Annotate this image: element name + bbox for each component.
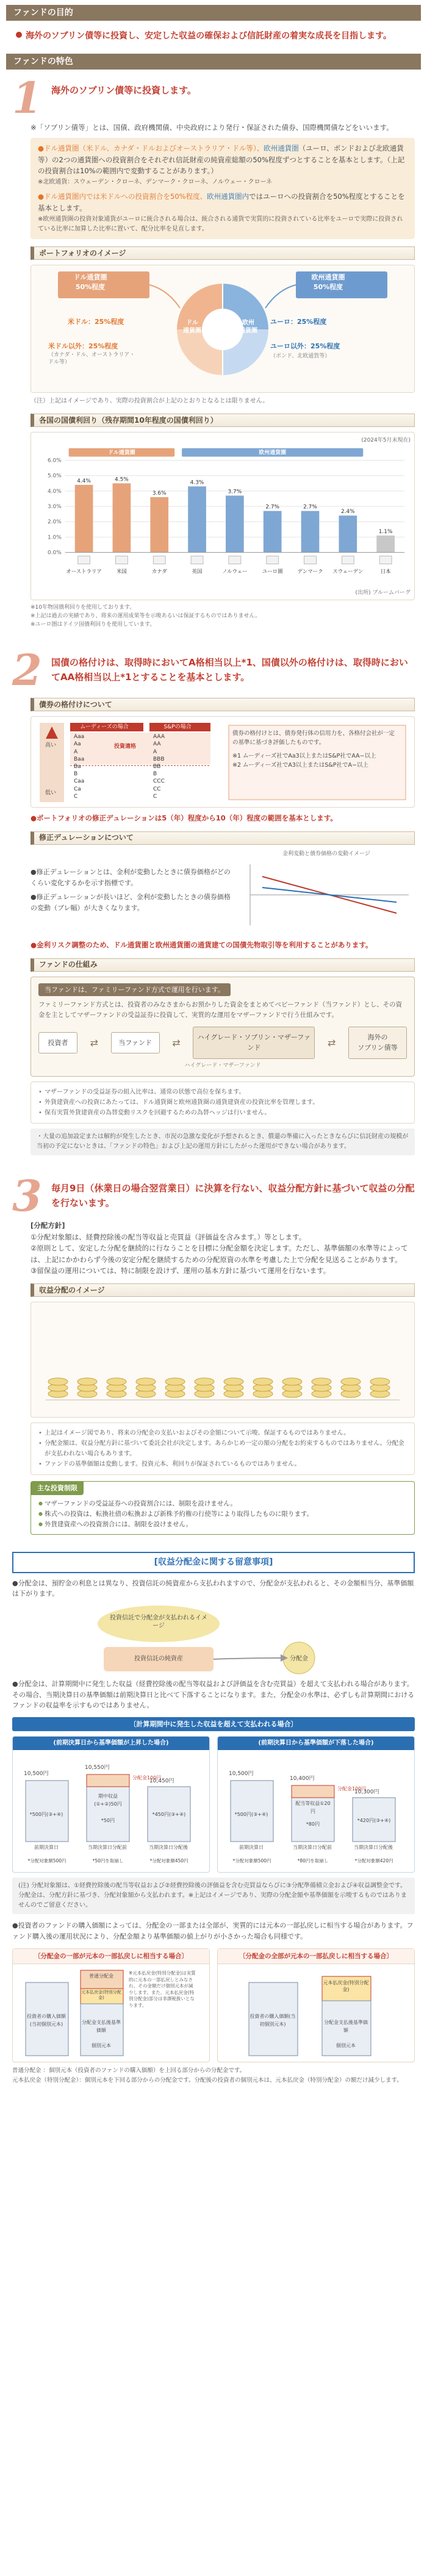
flag-icon xyxy=(267,556,279,564)
grade-sp: C xyxy=(153,793,157,800)
investment-limits-tag: 主な投資制限 xyxy=(31,1482,84,1495)
coin-icon xyxy=(370,1378,390,1385)
category-label: デンマーク xyxy=(297,567,323,574)
case2-p420: *420円(③+④) xyxy=(357,1818,391,1824)
portfolio-caption: （注）上記はイメージであり、実際の投資割合が上記のとおりとなるとは限りません。 xyxy=(30,398,269,405)
dollar-head-label: ドル通貨圏 50%程度 xyxy=(73,273,107,291)
inv1-a: 普通分配金 xyxy=(89,1973,113,1979)
duration-range: ●ポートフォリオの修正デュレーションは5（年）程度から10（年）程度の範囲を基本とします。 xyxy=(30,814,337,823)
distribution-title: 収益分配のイメージ xyxy=(30,1283,415,1297)
flag-icon xyxy=(153,556,165,564)
inv1-note: ※元本払戻金(特別分配金)は実質的に元本の一部払戻しとみなされ、その金額だけ個別元本が減少します。また、元本払戻金(特別分配金)部分は非課税扱いとなります。 xyxy=(129,1970,196,2008)
feature-title: 毎月9日（休業日の場合翌営業日）に決算を行ない、収益分配方針に基づいて収益の分配を行ないます。 xyxy=(51,1183,415,1209)
grade-sp: B xyxy=(153,771,157,778)
case1-dist: 分配金100円 xyxy=(132,1775,162,1781)
invest-full-body xyxy=(218,1964,414,2062)
euro-head-label: 欧州通貨圏 50%程度 xyxy=(311,273,345,291)
category-label: ユーロ圏 xyxy=(262,567,283,574)
case1-s3: *分配対象額450円 xyxy=(149,1858,188,1864)
case1-top-a: 10,500円 xyxy=(24,1771,49,1778)
case2-lbl1: 前期決算日 xyxy=(239,1845,264,1851)
feature-2 xyxy=(0,642,427,1161)
cloud-text-1: 投資信託で分配金が支払われるイメージ xyxy=(110,1614,207,1630)
feature-1 xyxy=(0,70,427,636)
case1-p500: *500円(③+④) xyxy=(29,1812,63,1818)
invest-partial-body xyxy=(13,1964,209,2062)
flow-investor: 投資者 xyxy=(38,1032,77,1054)
caution-title: [収益分配金に関する留意事項] xyxy=(12,1552,415,1573)
distribution-bullets xyxy=(30,1423,415,1475)
bar xyxy=(339,515,357,552)
inv1-e: 個別元本 xyxy=(92,2043,111,2049)
case-fall-head: (前期決算日から基準価額が下落した場合) xyxy=(218,1737,414,1750)
bar-value-label: 4.3% xyxy=(190,479,204,486)
distribution-bullet: • 上記はイメージ図であり、将来の分配金の支払いおよびその金額について示唆、保証するものではありません。 xyxy=(38,1428,407,1438)
caution-p3: ●投資者のファンドの購入価額によっては、分配金の一部または全部が、実質的には元本の一部払戻しに相当する場合があります。ファンド購入後の運用状況により、分配金額より基準価額の値上がりが小さかった場合も同様です。 xyxy=(12,1921,414,1940)
flag-icon xyxy=(229,556,241,564)
case2-s3: *分配対象額420円 xyxy=(354,1858,393,1864)
coin-svg xyxy=(31,1302,414,1418)
inv2-c: 投資者の購入価額(当初個別元本) xyxy=(249,2014,296,2028)
rating-note-text xyxy=(232,729,398,770)
fund-bullet: • マザーファンドの受益証券の組入比率は、通常の状態で高位を保ちます。 xyxy=(38,1087,407,1097)
bar xyxy=(226,495,244,552)
distribution-bullet: • 分配金額は、収益分配方針に基づいて委託会社が決定します。あらかじめ一定の額の分配をお約束するものではありません。分配金が支払われない場合もあります。 xyxy=(38,1438,407,1459)
yield-chart xyxy=(30,432,415,600)
feature-number: 2 xyxy=(12,645,42,696)
case2-p500: *500円(③+④) xyxy=(234,1812,268,1818)
flag-icon xyxy=(379,556,392,564)
chart-date: (2024年5月末現在) xyxy=(361,437,411,444)
feature-number: 3 xyxy=(12,1171,42,1222)
case1-b-b: 10,450円 xyxy=(149,1778,174,1785)
case1-lbl2: 当期決算日分配前 xyxy=(88,1845,127,1851)
rating-head: ムーディーズの場合 xyxy=(80,724,129,731)
flow-arrow-icon: ⇄ xyxy=(327,1036,336,1049)
bar-before-dist xyxy=(87,1774,129,1787)
case-row xyxy=(12,1736,415,1873)
flag-icon xyxy=(342,556,354,564)
allocation-note xyxy=(30,138,415,239)
fund-footnote: ・大量の追加設定または解約が発生したとき、市況の急激な変化が予想されるとき、償還の準備に入ったときならびに信託財産の規模が当初の予定にないときは、「ファンドの特色」および上記の運用方針にしたがった運用ができない場合があります。 xyxy=(30,1128,415,1155)
bar-value-label: 3.6% xyxy=(152,490,167,497)
bar-value-label: 4.5% xyxy=(115,476,129,483)
invest-full-svg xyxy=(218,1964,414,2062)
note-nordic: ※北欧通貨：スウェーデン・クローネ、デンマーク・クローネ、ノルウェー・クローネ xyxy=(38,179,273,186)
features-header: ファンドの特色 xyxy=(6,54,421,70)
y-tick-label: 4.0% xyxy=(47,488,62,495)
grade-moody: Aaa xyxy=(74,734,85,741)
bar-value-label: 2.7% xyxy=(303,504,317,511)
policy-item: ②原則として、安定した分配を継続的に行なうことを目標に分配金額を決定します。ただし、基準価額の水準等によっては、上記にかかわらず今後の安定分配を継続するための分配原資の水準を考慮した上で分配を見送ることがあります。 xyxy=(30,1244,408,1264)
invest-full xyxy=(217,1948,415,2063)
distribution-image xyxy=(30,1302,415,1418)
policy-label: [分配方針] xyxy=(30,1221,65,1230)
cloud-text-2: 投資信託の純資産 xyxy=(134,1655,183,1662)
feature-number: 1 xyxy=(12,72,42,123)
grade-sp: BB xyxy=(153,763,161,770)
limit-item: ● 株式への投資は、転換社債の転換および新株予約権の行使等により取得したものに限ります。 xyxy=(38,1509,407,1519)
chart-note-3: ※ユーロ圏はドイツ国債利回りを使用しています。 xyxy=(30,622,156,628)
grade-moody: Aa xyxy=(74,741,81,748)
distribution-bullet: • ファンドの基準価額は変動します。投資元本、利回りが保証されているものではありません。 xyxy=(38,1459,407,1469)
duration-chart-label: 金利変動と債券価格の変動イメージ xyxy=(282,850,370,857)
flow-arrow-icon: ⇄ xyxy=(90,1036,99,1049)
non-eur-label: ユーロ以外：25%程度 xyxy=(270,342,340,351)
group-label: 欧州通貨圏 xyxy=(259,450,287,456)
feature-title: 海外のソブリン債等に投資します。 xyxy=(51,84,196,96)
grade-sp: BBB xyxy=(153,756,165,762)
y-tick-label: 3.0% xyxy=(47,503,62,510)
category-label: 米国 xyxy=(116,567,127,574)
y-tick-label: 1.0% xyxy=(47,534,62,540)
category-label: オーストラリア xyxy=(66,567,102,574)
case-fall-chart xyxy=(218,1750,414,1872)
inv1-d: 分配金支払後基準価額 xyxy=(82,2020,121,2034)
fund-structure-box xyxy=(30,977,415,1077)
grades-sp xyxy=(153,733,202,800)
fund-description: ファミリーファンド方式とは、投資者のみなさまからお預かりした資金をまとめてベビーファンド（当ファンド）とし、その資金を主としてマザーファンドの受益証券に投資して、実質的な運用をマザーファンドで行う仕組みです。 xyxy=(38,1001,403,1019)
caution-body xyxy=(0,1578,427,2063)
y-tick-label: 0.0% xyxy=(47,550,62,556)
case1-c1: 期中収益(①+②)50円 xyxy=(94,1793,122,1807)
center-left-label: ドル 通貨圏 xyxy=(183,320,201,335)
cloud-illustration xyxy=(12,1599,415,1679)
center-right-label: 欧州 通貨圏 xyxy=(239,320,257,335)
bar xyxy=(376,535,395,552)
case1-top-b: 10,550円 xyxy=(85,1765,110,1771)
note-dollar: ●ドル通貨圏（米ドル、カナダ・ドルおよびオーストラリア・ドル等）、 xyxy=(38,144,264,153)
y-tick-label: 2.0% xyxy=(47,518,62,525)
note-body: （ユーロ、ポンドおよび北欧通貨等）の2つの通貨圏への投資割合をそれぞれ信託財産の純資産総額の50%程度ずつとすることを基本とします。（上記の投資割合は10%の範囲内で変動することがあります。） xyxy=(38,144,405,175)
grade-sp: A xyxy=(153,748,157,755)
inv2-d: 分配金支払後基準価額 xyxy=(324,2020,368,2034)
flow-mother: ハイグレード・ソブリン・マザーファンド xyxy=(193,1027,315,1059)
grade-moody: B xyxy=(74,771,78,778)
category-label: カナダ xyxy=(151,567,167,574)
case-fall xyxy=(217,1736,415,1873)
case-note: (注) 分配対象額は、①経費控除後の配当等収益および②経費控除後の評価益を含む売買益ならびに③分配準備積立金および④収益調整金です。分配金は、分配方針に基づき、分配対象額から支払われます。※上記はイメージであり、実際の分配金額や基準価額を示唆するものではありませんのでご留意ください。 xyxy=(12,1878,415,1914)
invest-row xyxy=(12,1948,415,2063)
rating-title: 債券の格付けについて xyxy=(30,698,415,711)
flag-icon xyxy=(115,556,127,564)
grade-sp: CCC xyxy=(153,778,165,785)
fund-bullet: • 保有実質外貨建資産の為替変動リスクを回避するための為替ヘッジは行いません。 xyxy=(38,1108,407,1118)
bar xyxy=(301,511,320,552)
grade-moody: A xyxy=(74,748,78,755)
rating-diagram xyxy=(30,716,415,808)
note-euro: 欧州通貨圏 xyxy=(264,144,299,153)
fund-bullets xyxy=(30,1082,415,1124)
futures-note: ●金利リスク調整のため、ドル通貨圏と欧州通貨圏の通貨建ての国債先物取引等を利用することがあります。 xyxy=(30,941,373,950)
sovereign-definition: ※「ソブリン債等」とは、国債、政府機関債、中央政府により発行・保証された債券、国際機関債などをいいます。 xyxy=(30,123,393,132)
flow-arrow-icon: ⇄ xyxy=(172,1036,181,1049)
flow-bottom-label: ハイグレード・マザーファンド xyxy=(184,1063,261,1069)
invest-partial xyxy=(12,1948,210,2063)
scale-low: 低い xyxy=(45,790,56,797)
purpose-body: 海外のソブリン債等に投資し、安定した収益の確保および信託財産の着実な成長を目指します。 xyxy=(26,31,392,41)
duration-p1: ●修正デュレーションとは、金利が変動したときに債券価格がどのくらい変化するかを示す指標です。 xyxy=(30,868,231,887)
group-label: ドル通貨圏 xyxy=(108,450,135,456)
case2-s2: *80円を取崩し xyxy=(297,1858,329,1864)
bar-value-label: 2.4% xyxy=(340,508,355,515)
policy-item: ③留保益の運用については、特に制限を設けず、運用の基本方針に基づいて運用を行ないます。 xyxy=(30,1266,331,1275)
inv2-e: 個別元本 xyxy=(336,2043,356,2049)
grade-moody: Caa xyxy=(74,778,85,785)
bar-value-label: 2.7% xyxy=(265,504,280,511)
flow-fund: 当ファンド xyxy=(111,1032,160,1054)
chart-note-2: ※上記は過去の実績であり、将来の運用成果等を示唆あるいは保証するものではありません。 xyxy=(30,613,261,620)
purpose-text xyxy=(0,21,427,54)
case2-lbl2: 当期決算日分配前 xyxy=(293,1845,332,1851)
case1-lbl3: 当期決算日分配後 xyxy=(149,1845,188,1851)
caution-p1: ●分配金は、預貯金の利息とは異なり、投資信託の純資産から支払われますので、分配金が支払われると、その金額相当分、基準価額は下がります。 xyxy=(12,1579,414,1598)
investment-grade-label: 投資適格 xyxy=(114,744,137,750)
bar-value-label: 1.1% xyxy=(378,528,393,535)
portfolio-image-title: ポートフォリオのイメージ xyxy=(30,246,415,260)
y-tick-label: 6.0% xyxy=(47,457,62,464)
bar xyxy=(75,484,93,552)
case1-p450: *450円(③+④) xyxy=(152,1812,186,1818)
duration-chart xyxy=(238,850,415,935)
limit-item: ● マザーファンドの受益証券への投資割合には、制限を設けません。 xyxy=(38,1499,407,1509)
grade-moody: Baa xyxy=(74,756,85,762)
footnote-1: 普通分配金 ：個別元本（投資者のファンドの購入価額）を上回る部分からの分配金です。 xyxy=(12,2067,246,2075)
duration-title: 修正デュレーションについて xyxy=(30,831,415,845)
fund-structure-title: ファンドの仕組み xyxy=(30,958,415,972)
coin-icon xyxy=(136,1378,156,1385)
arrow-line xyxy=(214,1658,281,1659)
rating-note-2: ※2 ムーディーズ社でA3以上またはS&P社でA−以上 xyxy=(232,761,368,769)
fund-bullet: • 外貨建資産への投資にあたっては、ドル通貨圏と欧州通貨圏の通貨建資産の投資比率を管理します。 xyxy=(38,1097,407,1108)
inv1-b: 元本払戻金(特別分配金) xyxy=(81,1990,121,2000)
coin-icon xyxy=(253,1378,273,1385)
rating-note-1: ※1 ムーディーズ社でAa3以上またはS&P社でAA−以上 xyxy=(232,752,376,759)
investment-limits xyxy=(30,1481,415,1535)
usd-label: 米ドル：25%程度 xyxy=(68,318,124,326)
connector-left xyxy=(149,285,180,308)
case2-lbl3: 当期決算日分配後 xyxy=(354,1845,393,1851)
eur-label: ユーロ：25%程度 xyxy=(270,318,327,326)
bar-before-dist xyxy=(292,1785,334,1798)
duration-box xyxy=(30,850,415,935)
fund-tag: 当ファンドは、ファミリーファンド方式で運用を行います。 xyxy=(38,983,231,997)
category-label: ノルウェー xyxy=(222,567,248,574)
coin-icon xyxy=(312,1378,331,1385)
case-rise-head: (前期決算日から基準価額が上昇した場合) xyxy=(13,1737,209,1750)
bar xyxy=(113,483,131,552)
note-body-2: ではユーロへの投資割合を50%程度とすることを基本とします。 xyxy=(38,192,405,212)
case-rise xyxy=(12,1736,210,1873)
flag-icon xyxy=(191,556,203,564)
note-usd: ●ドル通貨圏内では米ドルへの投資割合を50%程度、 xyxy=(38,192,207,201)
category-label: 英国 xyxy=(192,567,203,574)
bar xyxy=(150,497,168,553)
case2-p80: *80円 xyxy=(306,1821,320,1828)
chart-title: 各国の国債利回り（残存期間10年程度の国債利回り） xyxy=(30,414,415,427)
case2-top-a: 10,500円 xyxy=(229,1771,254,1778)
coin-icon xyxy=(341,1378,361,1385)
case-rise-chart xyxy=(13,1750,209,1872)
bar xyxy=(188,486,206,552)
invest-partial-head: 〔分配金の一部が元本の一部払戻しに相当する場合〕 xyxy=(13,1949,209,1965)
feature-3 xyxy=(0,1168,427,1541)
case2-top-b: 10,400円 xyxy=(290,1776,315,1782)
coin-icon xyxy=(48,1378,68,1385)
chart-notes xyxy=(30,604,415,630)
non-eur-sub: （ポンド、北欧通貨等） xyxy=(270,353,331,360)
category-label: 日本 xyxy=(380,567,391,574)
inv2-b: 元本払戻金(特別分配金) xyxy=(323,1980,369,1992)
category-label: スウェーデン xyxy=(332,567,364,574)
coin-icon xyxy=(224,1378,243,1385)
fund-flow xyxy=(38,1027,407,1059)
bullet-icon xyxy=(16,32,22,38)
feature-title: 国債の格付けは、取得時においてA格相当以上*1、国債以外の格付けは、取得時においてAA格相当以上*1とすることを基本とします。 xyxy=(51,657,408,683)
rating-note-main: 債券の格付けとは、債券発行体の信用力を、各格付会社が一定の基準に基づき評価したものです。 xyxy=(232,730,395,747)
bar xyxy=(264,511,282,552)
case1-lbl1: 前期決算日 xyxy=(34,1845,59,1851)
non-usd-label: 米ドル以外：25%程度 xyxy=(48,342,118,351)
invest-full-head: 〔分配金の全部が元本の一部払戻しに相当する場合〕 xyxy=(218,1949,414,1965)
grade-moody: Ba xyxy=(74,763,81,770)
yield-chart-svg xyxy=(35,445,411,586)
case1-s2: *50円を取崩し xyxy=(92,1858,124,1864)
grade-sp: AA xyxy=(153,741,161,748)
note-euro-2: 欧州通貨圏内 xyxy=(207,192,249,201)
case2-b-b: 10,300円 xyxy=(354,1789,379,1796)
policy-item: ①分配対象額は、経費控除後の配当等収益と売買益（評価益を含みます。）等とします。 xyxy=(30,1232,306,1241)
y-tick-label: 5.0% xyxy=(47,473,62,479)
flag-icon xyxy=(78,556,90,564)
bar-value-label: 4.4% xyxy=(77,478,91,484)
non-usd-sub: （カナダ・ドル、オーストラリア・ドル等） xyxy=(48,352,135,365)
grade-sp: CC xyxy=(153,786,161,792)
grade-sp: AAA xyxy=(153,734,165,741)
duration-p2: ●修正デュレーションが長いほど、金利が変動したときの債券価格の変動（ブレ幅）が大きくなります。 xyxy=(30,893,231,912)
case1-p50: *50円 xyxy=(101,1818,115,1824)
grade-moody: Ca xyxy=(74,786,81,792)
coin-icon xyxy=(195,1378,214,1385)
limit-item: ● 外貨建資産への投資割合には、制限を設けません。 xyxy=(38,1519,407,1530)
footnotes xyxy=(0,2062,427,2084)
scale-high: 高い xyxy=(45,742,56,749)
portfolio-image xyxy=(30,265,415,393)
flag-icon xyxy=(304,556,317,564)
cloud-svg xyxy=(12,1599,415,1679)
flow-target: 海外の ソブリン債等 xyxy=(348,1027,407,1059)
cloud-text-3: 分配金 xyxy=(290,1655,308,1662)
grade-moody: C xyxy=(74,793,78,800)
footnote-2: 元本払戻金（特別分配金）：個別元本を下回る部分からの分配金です。分配後の投資者の個別元本は、元本払戻金（特別分配金）の額だけ減少します。 xyxy=(12,2076,403,2084)
inv1-c: 投資者の購入価額(当初個別元本) xyxy=(27,2014,66,2028)
bar-value-label: 3.7% xyxy=(228,489,242,495)
case2-s1: *分配対象額500円 xyxy=(232,1858,271,1864)
case2-dist: 分配金100円 xyxy=(337,1786,367,1792)
coin-icon xyxy=(107,1378,126,1385)
chart-note-1: ※10年物国債利回りを使用しております。 xyxy=(30,605,135,611)
rating-head-sp: S&Pの場合 xyxy=(163,724,192,731)
note-unify: ※欧州通貨圏の投資対象通貨がユーロに統合される場合は、統合される通貨で実質的に投資されている比率をユーロで実際に投資されている比率に加算した比率に置いて、配分比率を見直します。 xyxy=(38,216,403,233)
coin-icon xyxy=(77,1378,97,1385)
caution-p2: ●分配金は、計算期間中に発生した収益（経費控除後の配当等収益および評価益を含む売買益）を超えて支払われる場合があります。その場合、当期決算日の基準価額は前期決算日と比べて下落することになります。また、分配金の水準は、必ずしも計算期間におけるファンドの収益率を示すものではありません。 xyxy=(12,1679,415,1710)
case1-s1: *分配対象額500円 xyxy=(27,1858,66,1864)
chart-source: (出所) ブルームバーグ xyxy=(355,589,411,596)
case-head: 〔計算期間中に発生した収益を超えて支払われる場合〕 xyxy=(12,1717,415,1732)
purpose-header: ファンドの目的 xyxy=(6,5,421,21)
case2-c2: 配当等収益①20円 xyxy=(295,1801,331,1815)
coin-icon xyxy=(282,1378,302,1385)
coin-icon xyxy=(165,1378,185,1385)
duration-svg xyxy=(238,858,415,931)
